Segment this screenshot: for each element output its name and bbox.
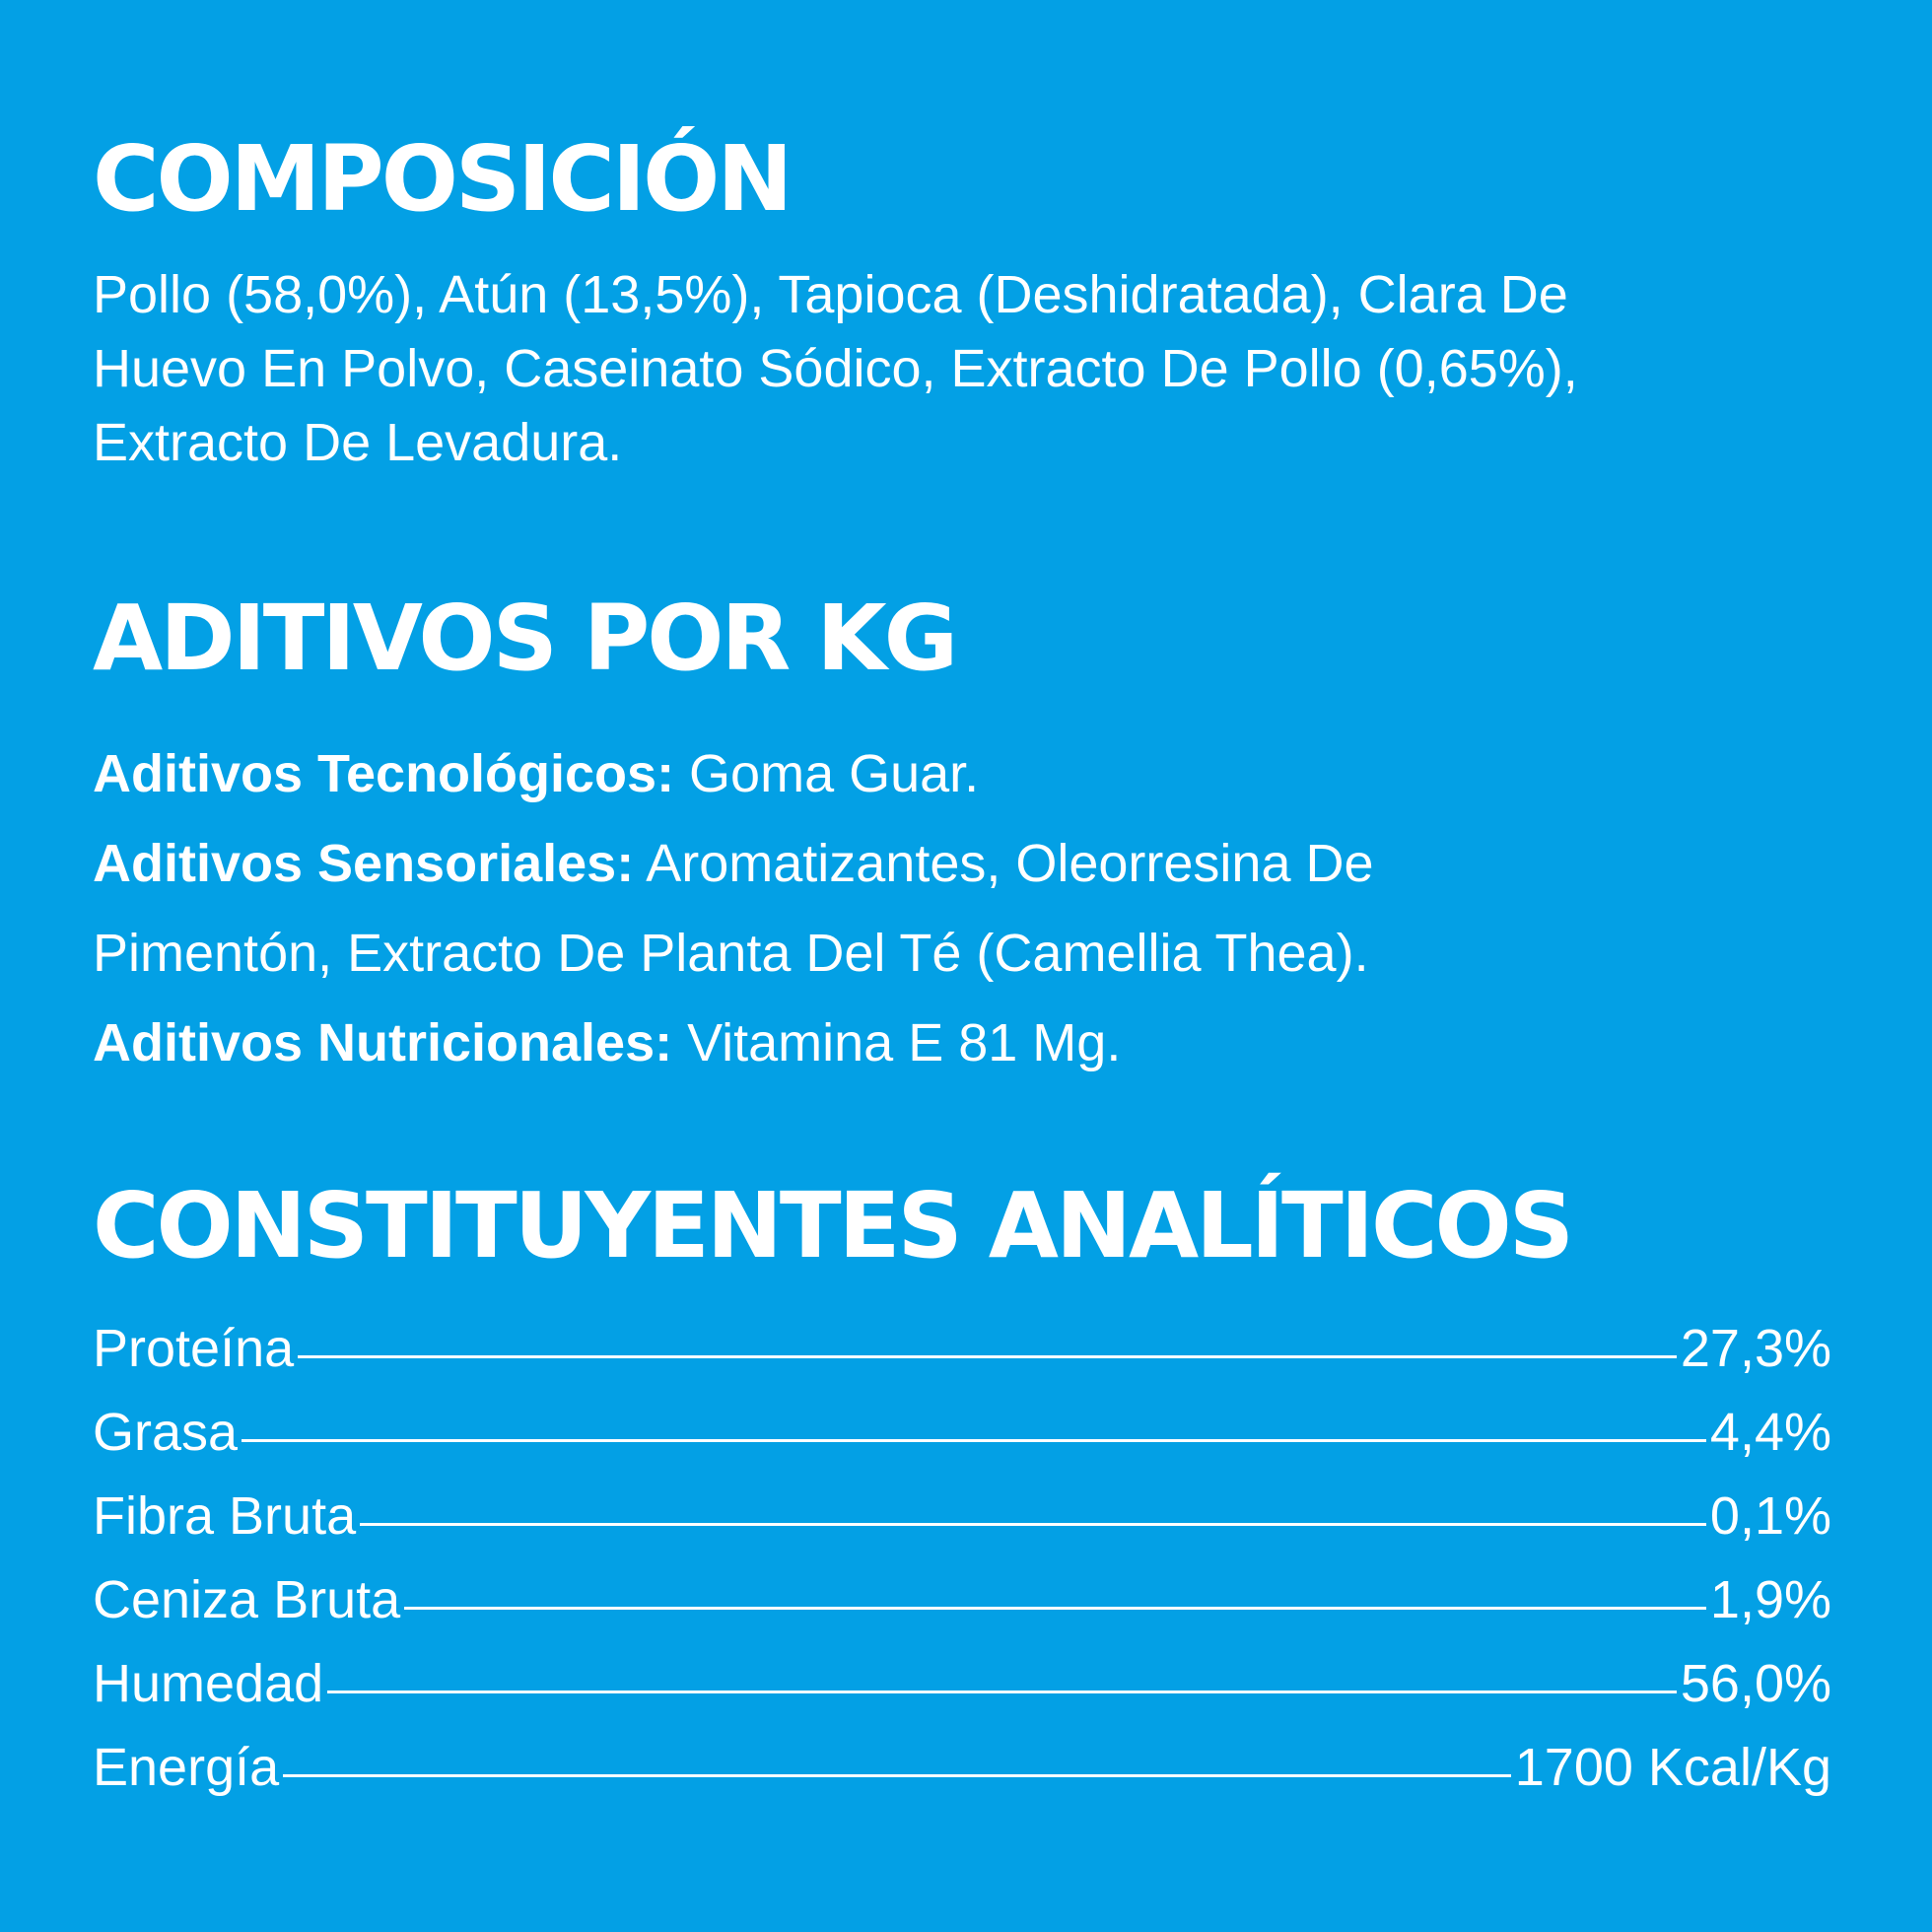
constituyente-value: 1700 Kcal/Kg (1514, 1738, 1831, 1797)
constituyente-row (93, 1726, 1831, 1810)
aditivos-heading: ADITIVOS POR KG (93, 586, 956, 691)
aditivos-nutricionales-label: Aditivos Nutricionales: (93, 1013, 673, 1072)
leader-line (404, 1607, 1706, 1610)
aditivos-nutricionales-text: Vitamina E 81 Mg. (672, 1013, 1122, 1072)
aditivos-sensoriales-text: Aromatizantes, Oleorresina De (634, 834, 1374, 893)
composicion-line: Huevo En Polvo, Caseinato Sódico, Extracto De Pollo (0,65%), (93, 339, 1578, 398)
constituyente-value: 1,9% (1709, 1570, 1831, 1629)
constituyente-value: 4,4% (1709, 1403, 1831, 1462)
constituyente-row (93, 1558, 1831, 1642)
constituyente-label: Energía (93, 1738, 280, 1797)
aditivos-list (93, 729, 1847, 1088)
constituyentes-heading: CONSTITUYENTES ANALÍTICOS (93, 1173, 1572, 1278)
constituyente-value: 56,0% (1680, 1654, 1831, 1713)
constituyente-row (93, 1391, 1831, 1475)
constituyentes-table (93, 1307, 1831, 1810)
composicion-heading: COMPOSICIÓN (93, 126, 791, 232)
constituyente-row (93, 1642, 1831, 1726)
aditivos-tecnologicos-label: Aditivos Tecnológicos: (93, 744, 675, 803)
constituyente-value: 0,1% (1709, 1486, 1831, 1546)
leader-line (283, 1774, 1511, 1777)
aditivos-sensoriales (93, 819, 1847, 909)
composicion-text (93, 258, 1847, 480)
leader-line (327, 1690, 1677, 1693)
constituyente-label: Ceniza Bruta (93, 1570, 401, 1629)
constituyente-label: Proteína (93, 1319, 295, 1378)
leader-line (360, 1523, 1706, 1526)
leader-line (298, 1355, 1677, 1358)
aditivos-sensoriales-cont: Pimentón, Extracto De Planta Del Té (Camellia Thea). (93, 924, 1369, 983)
composicion-line: Extracto De Levadura. (93, 413, 623, 472)
constituyente-label: Humedad (93, 1654, 324, 1713)
constituyente-label: Fibra Bruta (93, 1486, 357, 1546)
constituyente-row (93, 1475, 1831, 1558)
aditivos-sensoriales-label: Aditivos Sensoriales: (93, 834, 635, 893)
constituyente-row (93, 1307, 1831, 1391)
constituyente-label: Grasa (93, 1403, 239, 1462)
leader-line (242, 1439, 1706, 1442)
aditivos-tecnologicos (93, 729, 1847, 819)
aditivos-tecnologicos-text: Goma Guar. (674, 744, 980, 803)
constituyente-value: 27,3% (1680, 1319, 1831, 1378)
aditivos-nutricionales (93, 999, 1847, 1088)
composicion-line: Pollo (58,0%), Atún (13,5%), Tapioca (Deshidratada), Clara De (93, 265, 1568, 324)
